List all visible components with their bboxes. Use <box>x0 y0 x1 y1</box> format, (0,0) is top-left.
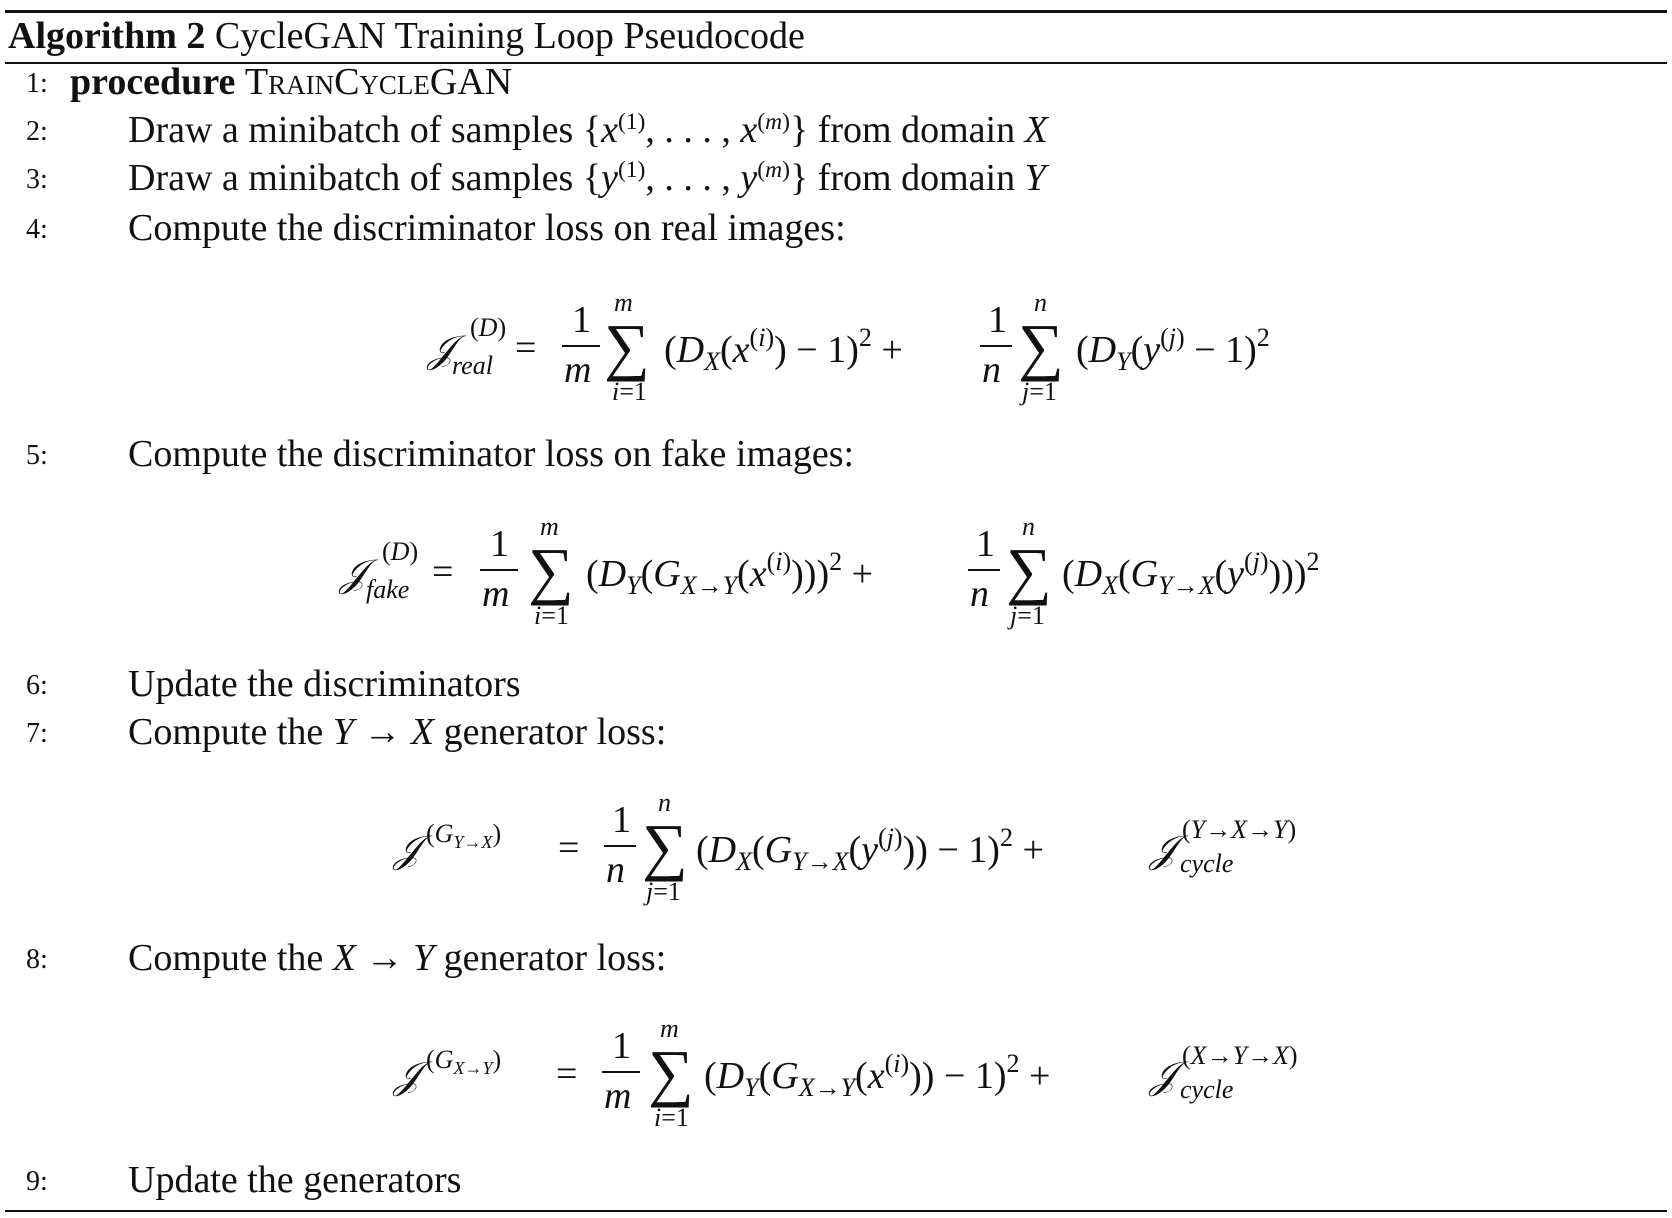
svg-text:(GX→Y): $(G_{X\to Y})$ <box>426 1045 502 1078</box>
line-number: 9: <box>26 1166 48 1197</box>
svg-text:=: = <box>432 551 454 593</box>
svg-text:j=1: j=1 <box>1010 601 1045 630</box>
line-number: 1: <box>26 68 48 99</box>
svg-text:n: n <box>982 349 1001 391</box>
svg-text:j=1: j=1 <box>646 877 681 906</box>
line-text: Compute the discriminator loss on fake images: <box>128 433 855 475</box>
line-number: 4: <box>26 214 48 245</box>
svg-text:1: 1 <box>612 1025 631 1067</box>
svg-text:𝒥: 𝒥 <box>1150 1055 1177 1097</box>
svg-text:(DY(GX→Y(x(i))) − 1)2 +: $(D_Y(G_{X\to Y}(x^{(i)})) - 1)^2$ + <box>704 1049 1051 1102</box>
svg-text:m: m <box>564 349 592 391</box>
svg-text:j=1: j=1 <box>1022 377 1057 406</box>
svg-text:∑: ∑ <box>604 311 650 382</box>
line-number: 7: <box>26 718 48 749</box>
equation-fake-loss <box>0 494 1672 644</box>
svg-text:cycle: cycle <box>1180 1075 1234 1104</box>
line-text: Draw a minibatch of samples {$y^{(1)}$, . . . , $y^{(m)}$} from domain Y <box>128 157 1046 199</box>
svg-text:m: m <box>540 512 559 541</box>
svg-text:1: 1 <box>490 523 509 565</box>
equation-real-loss <box>0 270 1672 420</box>
svg-text:n: n <box>970 573 989 615</box>
algo-line-1 <box>0 58 1672 106</box>
procedure-keyword: procedure <box>70 61 236 103</box>
svg-text:∑: ∑ <box>642 811 688 882</box>
svg-text:(Y→X→Y): (Y→X→Y) <box>1182 815 1297 844</box>
algo-line-2 <box>0 106 1672 154</box>
line-text: Compute the Y → X generator loss: <box>128 711 667 753</box>
svg-text:(X→Y→X): (X→Y→X) <box>1182 1041 1298 1070</box>
svg-text:𝒥: 𝒥 <box>394 1055 421 1097</box>
svg-text:𝒥: 𝒥 <box>340 553 367 595</box>
bottom-rule <box>5 1210 1667 1212</box>
svg-text:(DY(y(j) − 1)2: ($D_Y(y^{(j)} - 1)^2$ <box>1076 323 1270 376</box>
line-text: Compute the discriminator loss on real images: <box>128 207 846 249</box>
line-number: 3: <box>26 164 48 195</box>
line-number: 5: <box>26 440 48 471</box>
algo-line-9 <box>0 1156 1672 1204</box>
svg-text:m: m <box>604 1075 632 1117</box>
line-text: Compute the X → Y generator loss: <box>128 937 667 979</box>
svg-text:i=1: i=1 <box>654 1103 689 1132</box>
algo-line-6 <box>0 660 1672 708</box>
svg-text:1: 1 <box>572 299 591 341</box>
svg-text:∑: ∑ <box>528 535 574 606</box>
algo-line-8 <box>0 934 1672 982</box>
algo-line-4 <box>0 204 1672 252</box>
svg-text:n: n <box>606 849 625 891</box>
algo-line-5 <box>0 430 1672 478</box>
svg-text:(D): (D) <box>382 537 419 566</box>
svg-text:n: n <box>658 788 671 817</box>
algorithm-title: CycleGAN Training Loop Pseudocode <box>214 15 805 57</box>
svg-text:(GY→X): $(G_{Y\to X})$ <box>426 819 502 852</box>
svg-text:𝒥: 𝒥 <box>394 829 421 871</box>
line-number: 2: <box>26 116 48 147</box>
svg-text:(DX(GY→X(y(j))))2: $(D_X(G_{Y\to X}(y^{(j)})))^2$ <box>1062 547 1320 600</box>
line-number: 6: <box>26 670 48 701</box>
svg-text:m: m <box>482 573 510 615</box>
svg-text:𝒥: 𝒥 <box>428 329 455 371</box>
svg-text:=: = <box>515 327 537 369</box>
line-text: Draw a minibatch of samples {$x^{(1)}$, . . . , $x^{(m)}$} from domain X <box>128 109 1048 151</box>
svg-text:m: m <box>614 288 633 317</box>
algo-line-3 <box>0 154 1672 202</box>
algorithm-label: Algorithm 2 <box>8 15 206 57</box>
algorithm-caption <box>8 14 805 58</box>
svg-text:𝒥: 𝒥 <box>1150 829 1177 871</box>
svg-text:n: n <box>1034 288 1047 317</box>
svg-text:=: = <box>556 1053 578 1095</box>
svg-text:n: n <box>1022 512 1035 541</box>
svg-text:i=1: i=1 <box>612 377 647 406</box>
svg-text:∑: ∑ <box>648 1037 694 1108</box>
line-text: Update the generators <box>128 1159 462 1201</box>
svg-text:real: real <box>452 351 493 380</box>
svg-text:∑: ∑ <box>1018 311 1064 382</box>
svg-text:fake: fake <box>366 575 410 604</box>
equation-generator-yx-loss <box>0 770 1672 920</box>
line-text: Update the discriminators <box>128 663 521 705</box>
svg-text:=: = <box>558 827 580 869</box>
procedure-header <box>70 58 512 106</box>
svg-text:(DX(GY→X(y(j))) − 1)2 +: $(D_X(G_{Y\to X}(y^{(j)})) - 1)^2$ + <box>696 823 1044 876</box>
svg-text:(DX(x(i)) − 1)2 +: $(D_X(x^{(i)}) - 1)^2$ + <box>664 323 903 376</box>
svg-text:(DY(GX→Y(x(i))))2 +: $(D_Y(G_{X\to Y}(x^{(i)})))^2$ + <box>586 547 874 600</box>
svg-text:1: 1 <box>612 799 631 841</box>
svg-text:m: m <box>660 1014 679 1043</box>
svg-text:cycle: cycle <box>1180 849 1234 878</box>
svg-text:(D): (D) <box>470 313 507 342</box>
svg-text:∑: ∑ <box>1006 535 1052 606</box>
line-number: 8: <box>26 944 48 975</box>
top-rule <box>5 10 1667 13</box>
svg-text:1: 1 <box>988 299 1007 341</box>
procedure-name: TrainCycleGAN <box>244 61 513 103</box>
algo-line-7 <box>0 708 1672 756</box>
equation-generator-xy-loss <box>0 996 1672 1146</box>
svg-text:1: 1 <box>976 523 995 565</box>
svg-text:i=1: i=1 <box>534 601 569 630</box>
